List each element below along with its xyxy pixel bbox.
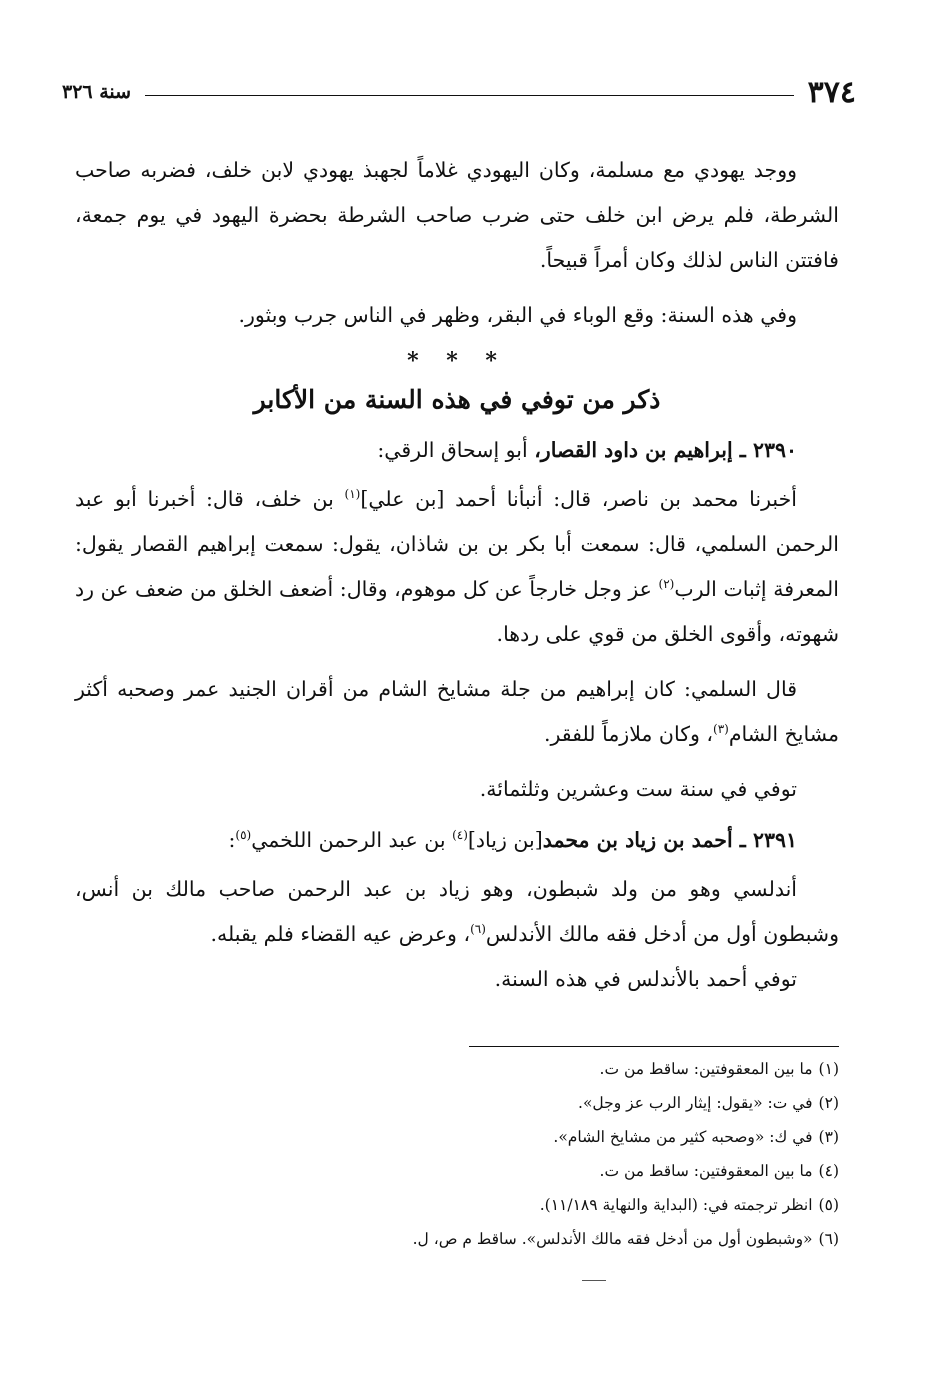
footnote-number: (٦): [818, 1230, 839, 1248]
footnote: [75, 1052, 839, 1086]
entry-heading-2391: [75, 818, 839, 863]
paragraph: [75, 667, 839, 757]
paragraph: توفي في سنة ست وعشرين وثلثمائة.: [479, 777, 797, 801]
paragraph: [75, 867, 839, 957]
footnote-text: في ك: «وصحبه كثير من مشايخ الشام».: [553, 1128, 813, 1146]
footnote-number: (١): [818, 1060, 839, 1078]
footnote-rule: [469, 1046, 839, 1047]
entry-name: ٢٣٩٠ ـ إبراهيم بن داود القصار،: [534, 438, 797, 462]
text-run: أخبرنا محمد بن ناصر، قال: أنبأنا أحمد [بن علي]: [360, 487, 797, 511]
footnote-number: (٢): [818, 1094, 839, 1112]
bottom-mark: [582, 1280, 606, 1281]
footnote-number: (٣): [818, 1128, 839, 1146]
text-run: ، وعرض عيه القضاء فلم يقبله.: [210, 922, 471, 946]
entry-name: ٢٣٩١ ـ أحمد بن زياد بن محمد: [542, 828, 797, 852]
text-run: عز وجل خارجاً عن كل موهوم، وقال: أضعف الخلق من ضعف عن رد شهوته، وأقوى الخلق من قوي على ردها.: [75, 577, 839, 646]
footnote: [75, 1222, 839, 1256]
footnotes: [75, 1052, 839, 1256]
footnote-ref[interactable]: (٢): [658, 577, 675, 592]
text-run: بن خلف، قال: أخبرنا أبو عبد الرحمن السلمي، قال: سمعت أبا بكر بن بن شاذان، يقول: سمعت إبراهيم القصار يقول: المعرفة إثبات الرب: [75, 487, 839, 601]
text-run: :: [228, 828, 236, 852]
running-title: سنة ٣٢٦: [62, 81, 132, 103]
footnote-number: (٥): [818, 1196, 839, 1214]
main-text: [75, 148, 839, 1002]
header-rule: [145, 95, 794, 96]
footnote-text: «وشبطون أول من أدخل فقه مالك الأندلس». ساقط م ص، ل.: [412, 1230, 813, 1248]
footnote-text: ما بين المعقوفتين: ساقط من ت.: [599, 1060, 813, 1078]
text-run: قال السلمي: كان إبراهيم من جلة مشايخ الشام من أقران الجنيد عمر وصحبه أكثر مشايخ الشام: [75, 677, 839, 746]
section-title: ذكر من توفي في هذه السنة من الأكابر: [253, 385, 661, 414]
entry-heading-2390: [75, 428, 839, 473]
footnote-ref[interactable]: (٤): [452, 828, 468, 843]
footnote-ref[interactable]: (١): [344, 487, 361, 502]
footnote-ref[interactable]: (٥): [235, 828, 252, 843]
footnote: [75, 1188, 839, 1222]
text-run: أندلسي وهو من ولد شبطون، وهو زياد بن عبد الرحمن صاحب مالك بن أنس، وشبطون أول من أدخل فقه مالك الأندلس: [75, 877, 839, 946]
paragraph: توفي أحمد بالأندلس في هذه السنة.: [494, 967, 797, 991]
paragraph: وفي هذه السنة: وقع الوباء في البقر، وظهر في الناس جرب وبثور.: [238, 303, 797, 327]
footnote-ref[interactable]: (٣): [713, 722, 729, 737]
footnote-number: (٤): [818, 1162, 839, 1180]
entry-lineage: بن عبد الرحمن اللخمي: [251, 828, 453, 852]
page-number: ٣٧٤: [807, 74, 856, 110]
paragraph: ووجد يهودي مع مسلمة، وكان اليهودي غلاماً لجهبذ يهودي لابن خلف، فضربه صاحب الشرطة، فلم يرض ابن خلف حتى ضرب صاحب الشرطة بحضرة اليهود في يوم جمعة، فافتتن الناس لذلك وكان أمراً قبيحاً.: [75, 158, 839, 272]
footnote: [75, 1086, 839, 1120]
footnote-text: ما بين المعقوفتين: ساقط من ت.: [599, 1162, 813, 1180]
entry-kunya: أبو إسحاق الرقي:: [377, 438, 535, 462]
footnote-text: انظر ترجمته في: (البداية والنهاية ١١/١٨٩).: [539, 1196, 813, 1214]
footnote: [75, 1154, 839, 1188]
page-header: [62, 72, 856, 112]
entry-bracket: [بن زياد]: [467, 828, 543, 852]
section-separator: * * *: [407, 348, 507, 374]
footnote-ref[interactable]: (٦): [470, 922, 486, 937]
footnote: [75, 1120, 839, 1154]
footnote-text: في ت: «يقول: إيثار الرب عز وجل».: [578, 1094, 813, 1112]
paragraph: [75, 477, 839, 657]
text-run: ، وكان ملازماً للفقر.: [543, 722, 714, 746]
